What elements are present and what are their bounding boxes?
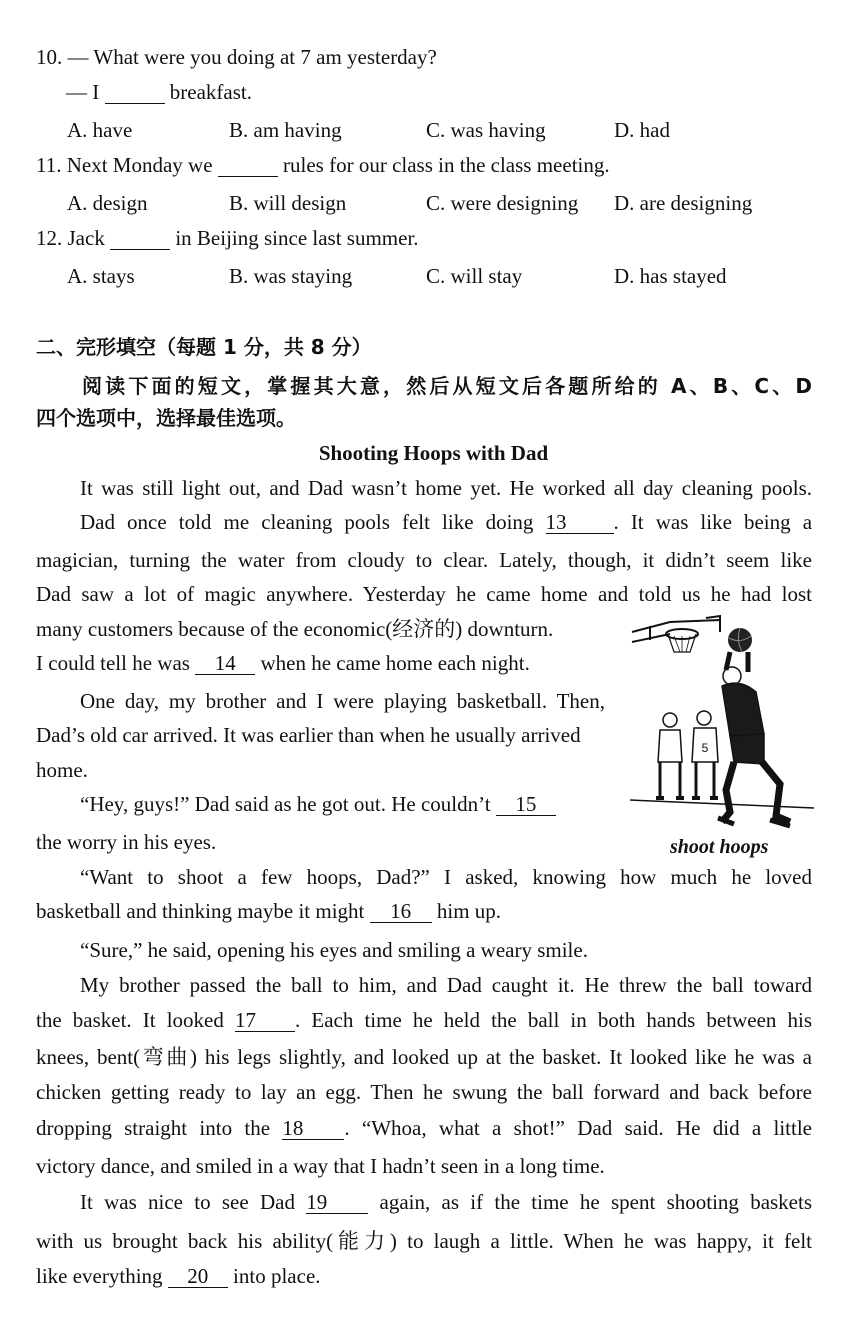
passage-text: . Each time he held the ball in both hands between his [295, 1008, 813, 1032]
passage-line: with us brought back his ability(能力) to laugh a little. When he was happy, it felt [36, 1229, 812, 1253]
kid-icon [656, 711, 718, 798]
passage-line: knees, bent(弯曲) his legs slightly, and looked up at the basket. It looked like he was a [36, 1045, 812, 1069]
passage-line: Dad saw a lot of magic anywhere. Yesterday he came home and told us he had lost [36, 582, 812, 606]
blank-19: 19 [306, 1192, 368, 1214]
option-10-c: C. was having [426, 118, 546, 142]
passage-text: again, as if the time he spent shooting baskets [379, 1190, 813, 1214]
question-12-blank [110, 228, 170, 250]
question-11-prefix: 11. Next Monday we [36, 153, 213, 177]
question-10-answer-line [66, 82, 252, 104]
option-11-d: D. are designing [614, 191, 753, 215]
passage-line [80, 794, 556, 816]
passage-line: One day, my brother and I were playing basketball. Then, [80, 689, 605, 713]
section-heading: 二、完形填空（每题 1 分，共 8 分） [36, 335, 372, 359]
illustration-caption: shoot hoops [670, 836, 769, 858]
passage-text: Dad once told me cleaning pools felt like doing [80, 510, 534, 534]
option-10-a: A. have [67, 118, 133, 142]
hoop-icon [632, 616, 720, 652]
passage-text: basketball and thinking maybe it might [36, 899, 365, 923]
basketball-illustration [630, 612, 814, 834]
passage-text: “Hey, guys!” Dad said as he got out. He couldn’t [80, 792, 491, 816]
option-11-b: B. will design [229, 191, 347, 215]
blank-15: 15 [496, 794, 556, 816]
passage-text: . It was like being a [613, 510, 813, 534]
passage-text: when he came home each night. [260, 651, 530, 675]
instruction-line-2: 四个选项中，选择最佳选项。 [36, 406, 296, 430]
passage-line [36, 653, 530, 675]
passage-text: I could tell he was [36, 651, 190, 675]
passage-line [80, 512, 812, 534]
answer-prefix: — I [66, 80, 100, 104]
passage-line [36, 1118, 812, 1140]
option-10-b: B. am having [229, 118, 342, 142]
passage-text: into place. [233, 1264, 321, 1288]
passage-line: chicken getting ready to lay an egg. Then he swung the ball forward and back before [36, 1080, 812, 1104]
question-11-suffix: rules for our class in the class meeting. [283, 153, 610, 177]
passage-text: him up. [436, 899, 502, 923]
question-11-text [36, 155, 610, 177]
passage-line [36, 1010, 812, 1032]
question-11-blank [218, 155, 278, 177]
blank-20: 20 [168, 1266, 228, 1288]
option-12-b: B. was staying [229, 264, 353, 288]
passage-line [80, 1192, 812, 1214]
player-icon [718, 652, 790, 826]
question-10-text: 10. — What were you doing at 7 am yesterday? [36, 45, 437, 69]
option-12-d: D. has stayed [614, 264, 727, 288]
passage-text: like everything [36, 1264, 163, 1288]
passage-text: the basket. It looked [36, 1008, 224, 1032]
passage-title: Shooting Hoops with Dad [318, 441, 549, 465]
blank-14: 14 [195, 653, 255, 675]
option-11-a: A. design [67, 191, 148, 215]
passage-text: . “Whoa, what a shot!” Dad said. He did a little [344, 1116, 812, 1140]
question-12-suffix: in Beijing since last summer. [175, 226, 419, 250]
passage-line: home. [36, 758, 88, 782]
passage-line [36, 1266, 321, 1288]
passage-line [36, 901, 501, 923]
passage-line: Dad’s old car arrived. It was earlier than when he usually arrived [36, 723, 581, 747]
option-10-d: D. had [614, 118, 670, 142]
blank-17: 17 [235, 1010, 295, 1032]
blank-18: 18 [282, 1118, 344, 1140]
blank-13: 13 [546, 512, 614, 534]
instruction-line-1: 阅读下面的短文，掌握其大意，然后从短文后各题所给的 A、B、C、D [82, 374, 812, 398]
passage-text: It was nice to see Dad [80, 1190, 295, 1214]
question-12-prefix: 12. Jack [36, 226, 105, 250]
option-12-c: C. will stay [426, 264, 523, 288]
passage-line: the worry in his eyes. [36, 830, 217, 854]
answer-suffix: breakfast. [169, 80, 252, 104]
answer-blank [105, 82, 165, 104]
question-12-text [36, 228, 419, 250]
passage-line: My brother passed the ball to him, and Dad caught it. He threw the ball toward [80, 973, 812, 997]
blank-16: 16 [370, 901, 432, 923]
option-12-a: A. stays [67, 264, 135, 288]
option-11-c: C. were designing [426, 191, 579, 215]
passage-line: victory dance, and smiled in a way that I hadn’t seen in a long time. [36, 1154, 605, 1178]
passage-line: “Want to shoot a few hoops, Dad?” I asked, knowing how much he loved [80, 865, 812, 889]
passage-line: “Sure,” he said, opening his eyes and smiling a weary smile. [80, 938, 588, 962]
passage-line: It was still light out, and Dad wasn’t home yet. He worked all day cleaning pools. [80, 476, 812, 500]
passage-line: many customers because of the economic(经济的) downturn. [36, 617, 554, 641]
passage-line: magician, turning the water from cloudy to clear. Lately, though, it didn’t seem like [36, 548, 812, 572]
svg-text:5: 5 [701, 741, 709, 755]
passage-text: dropping straight into the [36, 1116, 271, 1140]
